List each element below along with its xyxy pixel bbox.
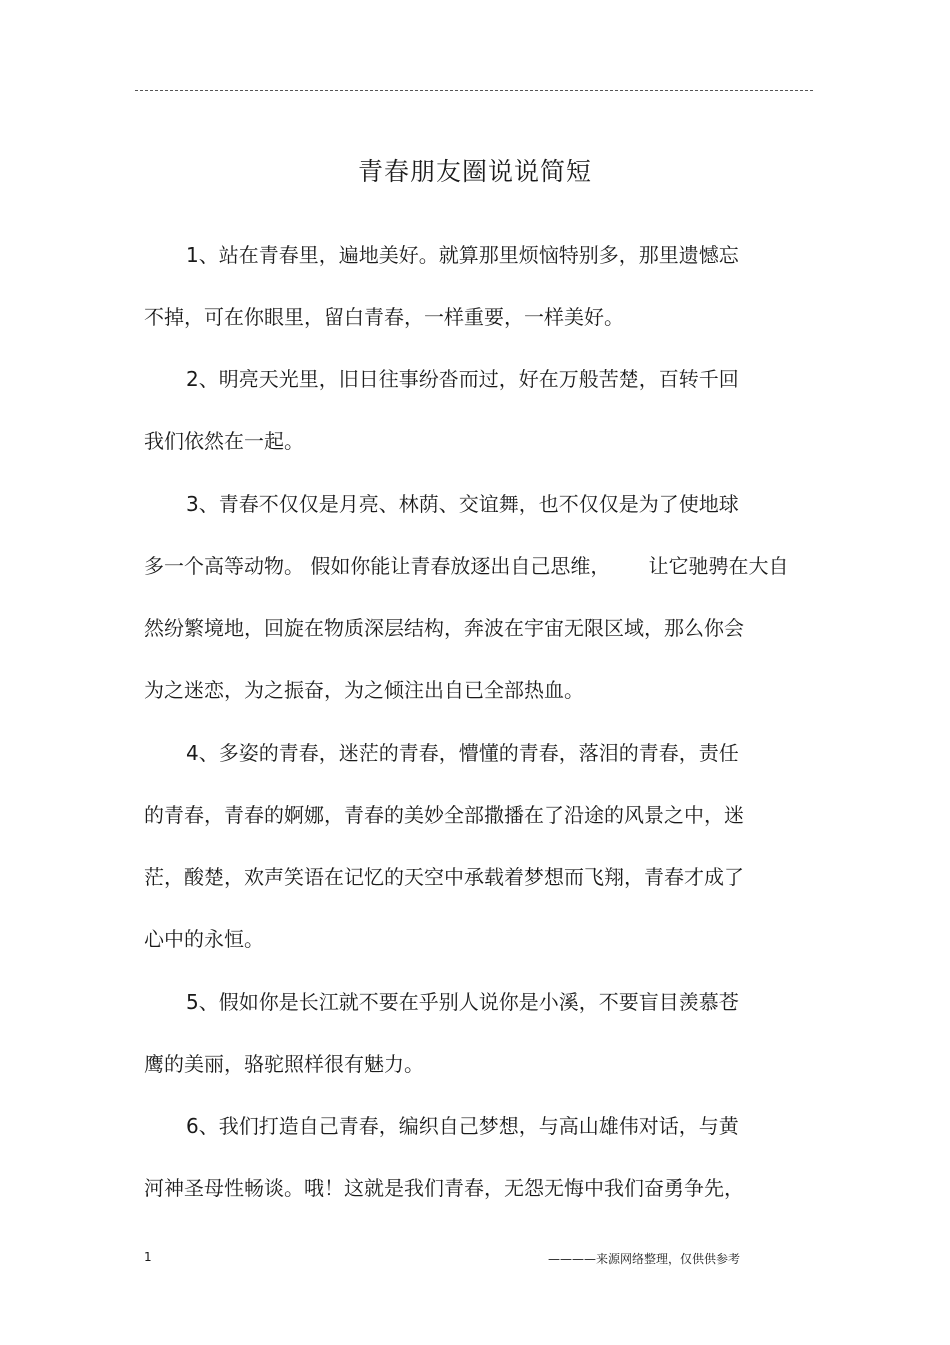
body-line: 我们依然在一起。 bbox=[144, 429, 304, 453]
body-line: 1、站在青春里，遍地美好。就算那里烦恼特别多，那里遗憾忘 bbox=[186, 243, 739, 267]
body-line: 茫，酸楚，欢声笑语在记忆的天空中承载着梦想而飞翔，青春才成了 bbox=[144, 865, 744, 889]
document-title: 青春朋友圈说说简短 bbox=[357, 157, 592, 186]
body-line: 为之迷恋，为之振奋，为之倾注出自已全部热血。 bbox=[144, 678, 584, 702]
header-divider bbox=[135, 90, 813, 91]
body-line: 河神圣母性畅谈。哦！这就是我们青春，无怨无悔中我们奋勇争先， bbox=[144, 1176, 744, 1200]
body-line: 3、青春不仅仅是月亮、林荫、交谊舞，也不仅仅是为了使地球 bbox=[186, 492, 739, 516]
body-line: 然纷繁境地，回旋在物质深层结构，奔波在宇宙无限区域，那么你会 bbox=[144, 616, 744, 640]
body-line: 多一个高等动物。 假如你能让青春放逐出自己思维， 让它驰骋在大自 bbox=[144, 554, 789, 578]
body-line: 不掉，可在你眼里，留白青春，一样重要，一样美好。 bbox=[144, 305, 624, 329]
body-line: 的青春，青春的婀娜，青春的美妙全部撒播在了沿途的风景之中，迷 bbox=[144, 803, 744, 827]
body-line: 2、明亮天光里，旧日往事纷沓而过，好在万般苦楚，百转千回 bbox=[186, 367, 739, 391]
source-note: ————来源网络整理，仅供供参考 bbox=[548, 1252, 741, 1266]
body-line: 鹰的美丽，骆驼照样很有魅力。 bbox=[144, 1052, 424, 1076]
body-line: 6、我们打造自己青春，编织自己梦想，与高山雄伟对话，与黄 bbox=[186, 1114, 739, 1138]
body-line: 4、多姿的青春，迷茫的青春，懵懂的青春，落泪的青春，责任 bbox=[186, 741, 739, 765]
body-line: 5、假如你是长江就不要在乎别人说你是小溪，不要盲目羡慕苍 bbox=[186, 990, 739, 1014]
body-line: 心中的永恒。 bbox=[144, 927, 264, 951]
page-number: 1 bbox=[144, 1250, 152, 1264]
